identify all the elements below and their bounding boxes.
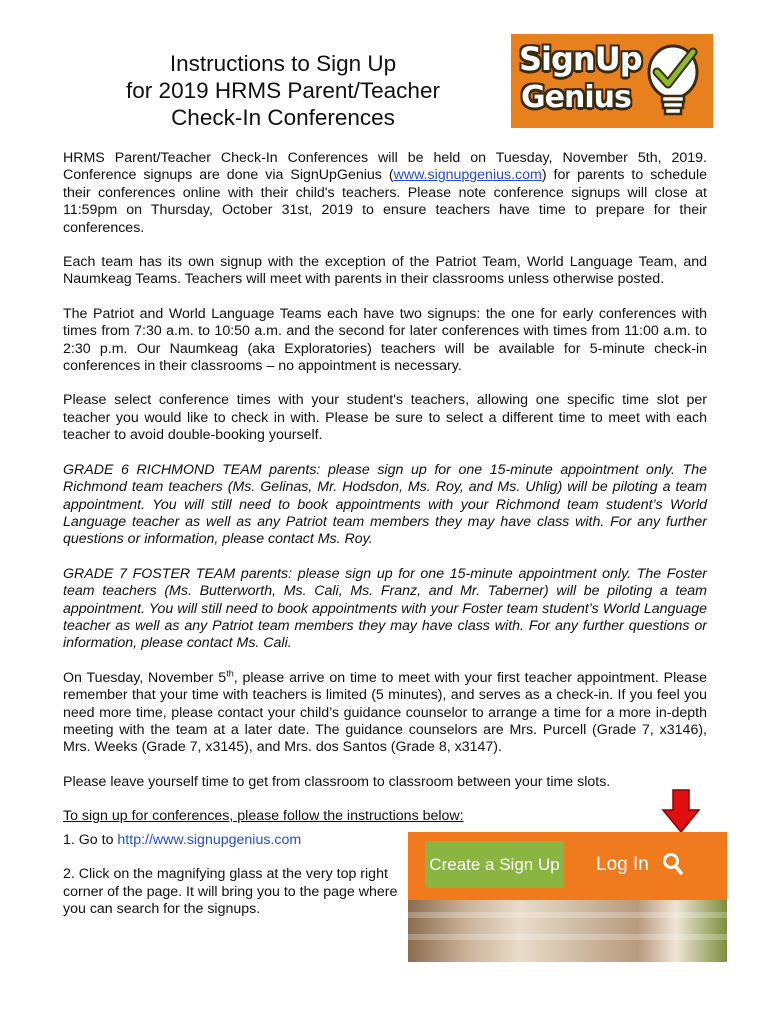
step-2: 2. Click on the magnifying glass at the very top right corner of the page. It will bring you to the page where you can search for the signups. (63, 866, 398, 918)
create-signup-button[interactable]: Create a Sign Up (425, 841, 564, 888)
arrival-sup: th (226, 668, 234, 679)
title-line-2: for 2019 HRMS Parent/Teacher (126, 78, 440, 103)
signupgenius-header-screenshot (408, 832, 727, 962)
intro-text-a: HRMS Parent/Teacher Check-In Conferences will be held on Tuesday, November 5th, 2019. Conference signups are done via SignUpGenius ( (63, 150, 707, 184)
photo-stripe (408, 912, 727, 918)
paragraph-time-between: Please leave yourself time to get from classroom to classroom between your time slots. (63, 773, 611, 790)
paragraph-teams: Each team has its own signup with the exception of the Patriot Team, World Language Team, and Naumkeag Teams. Teachers will meet with parents in their classrooms unless otherwise posted. (63, 254, 707, 288)
paragraph-patriot-world-language: The Patriot and World Language Teams each have two signups: the one for early conferences with times from 7:30 a.m. to 10:50 a.m. and the second for later conferences with times from 11:00 a.m. to 2:30 p.m. Our Naumkeag (aka Exploratories) teachers will be available for 5-minute check-in conferences in their classrooms – no appointment is necessary. (63, 305, 707, 375)
photo-stripe (408, 934, 727, 940)
signupgenius-link[interactable]: www.signupgenius.com (393, 167, 542, 184)
step-1-text: 1. Go to (63, 832, 118, 848)
title-line-1: Instructions to Sign Up (169, 51, 397, 76)
steps-list (63, 832, 403, 936)
paragraph-grade6-richmond: GRADE 6 RICHMOND TEAM parents: please sign up for one 15-minute appointment only. The Richmond team teachers (Ms. Gelinas, Mr. Hodsdon, Ms. Roy, and Ms. Uhlig) will be piloting a team appointment. You will still need to book appointments with your Richmond team student’s World Language teacher as well as any Patriot team members they may have class with. For any further questions or information, please contact Ms. Roy. (63, 461, 707, 548)
page-title (88, 50, 478, 131)
logo-word-genius: Genius (521, 80, 631, 115)
paragraph-arrival (63, 670, 707, 757)
step-1-link[interactable]: http://www.signupgenius.com (117, 832, 302, 848)
step-1 (63, 832, 403, 849)
intro-text-b: ) for parents to schedule their conferences online with their child's teachers. Please note conference signups will close at 11:59pm on Thursday, October 31st, 2019 to ensure teachers have time to prepare for their conferences. (63, 167, 708, 236)
title-line-3: Check-In Conferences (171, 105, 395, 130)
document-body (63, 150, 707, 843)
arrival-text-a: On Tuesday, November 5 (63, 669, 227, 686)
instructions-heading: To sign up for conferences, please follow the instructions below: (63, 808, 464, 825)
header-photo-strip (408, 900, 727, 962)
red-down-arrow-icon (660, 788, 702, 834)
login-link[interactable]: Log In (596, 854, 649, 875)
paragraph-intro (63, 150, 707, 237)
lightbulb-check-icon (643, 42, 705, 122)
paragraph-grade7-foster: GRADE 7 FOSTER TEAM parents: please sign up for one 15-minute appointment only. The Foster team teachers (Ms. Butterworth, Ms. Cali, Ms. Franz, and Mr. Taberner) will be piloting a team appointment. You will still need to book appointments with your Foster team student’s World Language teacher as well as any Patriot team members they may have class with. For any further questions or information, please contact Ms. Cali. (63, 565, 707, 652)
signupgenius-logo (511, 34, 713, 128)
magnifying-glass-icon[interactable] (662, 852, 684, 876)
paragraph-select-times: Please select conference times with your student's teachers, allowing one specific time slot per teacher you would like to check in with. Please be sure to select a different time to meet with each teacher to avoid double-booking yourself. (63, 392, 707, 444)
arrival-text-b: , please arrive on time to meet with your first teacher appointment. Please remember that your time with teachers is limited (5 minutes), and serves as a check-in. If you feel you need more time, please contact your child’s guidance counselor to arrange a time for a more in-depth meeting with the team at a later date. The guidance counselors are Mrs. Purcell (Grade 7, x3146), Mrs. Weeks (Grade 7, x3145), and Mrs. dos Santos (Grade 8, x3147). (63, 669, 707, 756)
logo-word-signup: SignUp (519, 40, 642, 78)
